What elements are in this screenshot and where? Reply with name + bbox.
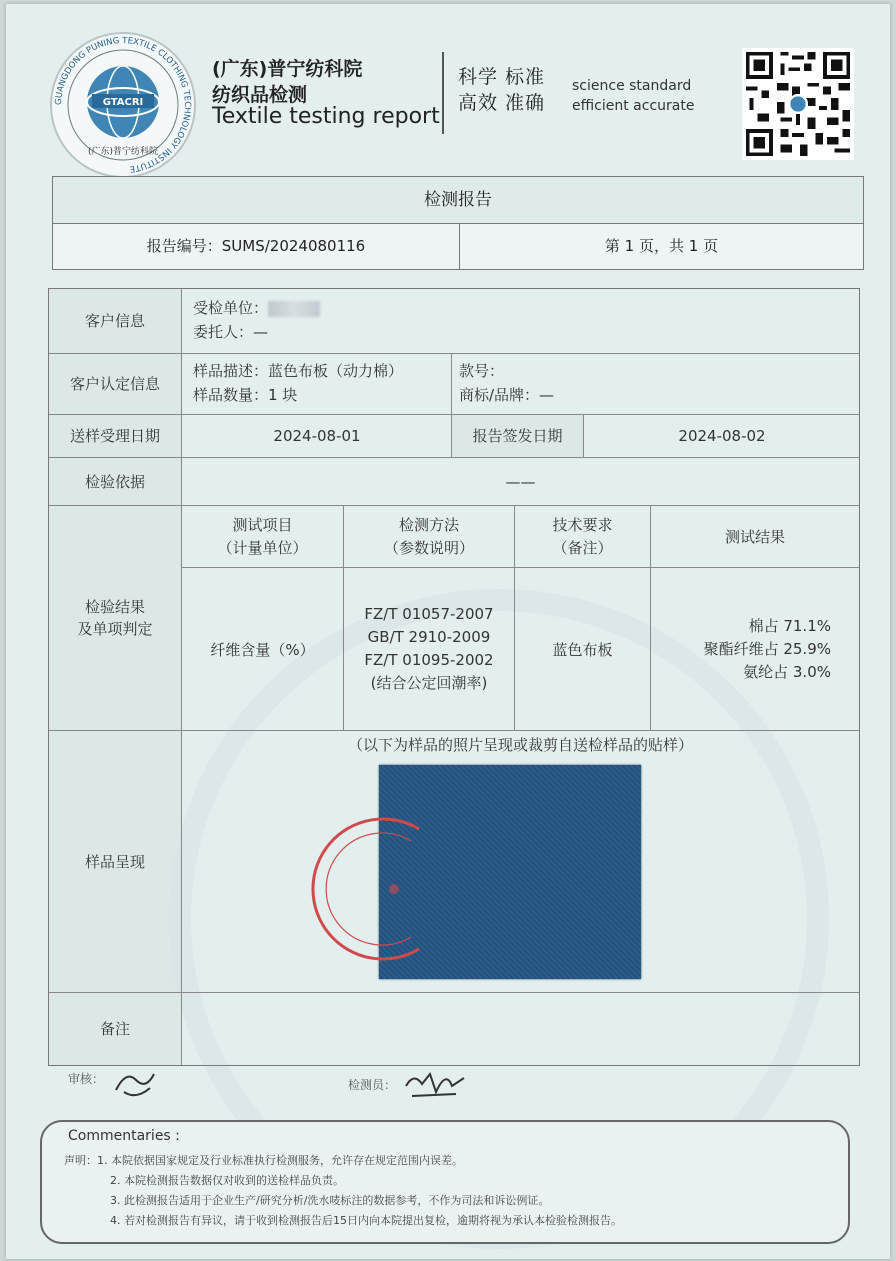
official-stamp — [299, 809, 459, 969]
redacted-unit — [268, 301, 320, 317]
reviewer-label: 审核： — [68, 1072, 105, 1086]
basis-value: —— — [505, 472, 536, 491]
brand: 商标/品牌：— — [459, 386, 555, 404]
commentary-line-3: 3. 此检测报告适用于企业生产/研究分析/洗水唛标注的数据参考，不作为司法和诉讼例证。 — [110, 1194, 550, 1207]
commentary-line-4: 4. 若对检测报告有异议，请于收到检测报告后15日内向本院提出复检，逾期将视为承认本检验检测报告。 — [110, 1214, 622, 1227]
org-name-english: Textile testing report — [212, 104, 440, 129]
client-commissioner: 委托人：— — [193, 323, 269, 341]
sample-quantity: 样品数量：1 块 — [193, 386, 298, 404]
client-confirm-label: 客户认定信息 — [49, 354, 182, 414]
col-test-method: 检测方法 （参数说明） — [383, 515, 474, 557]
result-method: FZ/T 01057-2007 GB/T 2910-2009 FZ/T 01095-2002 (结合公定回潮率) — [364, 605, 494, 692]
report-title: 检测报告 — [53, 177, 863, 224]
client-unit-label: 受检单位： — [193, 299, 269, 317]
result-requirement: 蓝色布板 — [552, 640, 613, 659]
client-unit-row — [193, 297, 320, 320]
report-number: 报告编号：SUMS/2024080116 — [53, 224, 460, 269]
basis-label: 检验依据 — [49, 458, 182, 505]
report-main-table — [48, 288, 860, 1066]
header-divider — [442, 52, 444, 134]
report-page — [6, 4, 890, 1259]
slogan-cn-1: 科学 标准 — [458, 66, 546, 88]
qr-code-icon[interactable] — [742, 48, 854, 160]
logo-bottom-text: (广东)普宁纺科院 — [87, 147, 159, 157]
logo-ring-text: GUANGDONG PUNING TEXTILE CLOTHING TECHNOLOGY INSTITUTE — [53, 35, 193, 174]
issue-date: 2024-08-02 — [678, 427, 766, 445]
sample-label: 样品呈现 — [49, 731, 182, 992]
col-requirement: 技术要求 （备注） — [552, 515, 613, 557]
commentaries-box — [40, 1120, 850, 1244]
remark-label: 备注 — [49, 993, 182, 1065]
org-name-line1: (广东)普宁纺科院 — [212, 58, 363, 80]
result-values: 棉占 71.1% 聚酯纤维占 25.9% 氨纶占 3.0% — [703, 616, 831, 681]
page-indicator: 第 1 页，共 1 页 — [604, 237, 719, 255]
col-test-item: 测试项目 （计量单位） — [217, 515, 308, 557]
col-result: 测试结果 — [724, 528, 785, 546]
tester-signature — [400, 1066, 470, 1102]
institute-logo — [48, 30, 198, 180]
org-name-line2: 纺织品检测 — [212, 84, 308, 106]
commentary-line-2: 2. 本院检测报告数据仅对收到的送检样品负责。 — [110, 1174, 344, 1187]
report-header-table — [52, 176, 864, 270]
issue-date-label: 报告签发日期 — [452, 415, 584, 457]
commentaries-title: Commentaries : — [68, 1128, 180, 1144]
client-info-label: 客户信息 — [49, 289, 182, 353]
logo-text: GTACRI — [102, 97, 144, 108]
commentary-line-1: 声明：1. 本院依据国家规定及行业标准执行检测服务，允许存在规定范围内误差。 — [64, 1154, 463, 1167]
results-label: 检验结果 及单项判定 — [49, 506, 182, 730]
result-item: 纤维含量（%） — [210, 640, 315, 659]
receive-date: 2024-08-01 — [273, 427, 361, 445]
reviewer-signature — [106, 1062, 166, 1102]
tester-label: 检测员： — [348, 1078, 397, 1092]
sample-caption: （以下为样品的照片呈现或裁剪自送检样品的贴样） — [347, 735, 693, 754]
slogan-cn-2: 高效 准确 — [458, 92, 546, 114]
slogan-en-1: science standard — [572, 78, 692, 94]
slogan-en-2: efficient accurate — [572, 98, 695, 114]
style-number: 款号： — [459, 362, 505, 380]
sample-description: 样品描述：蓝色布板（动力棉） — [193, 362, 404, 380]
receive-date-label: 送样受理日期 — [49, 415, 182, 457]
